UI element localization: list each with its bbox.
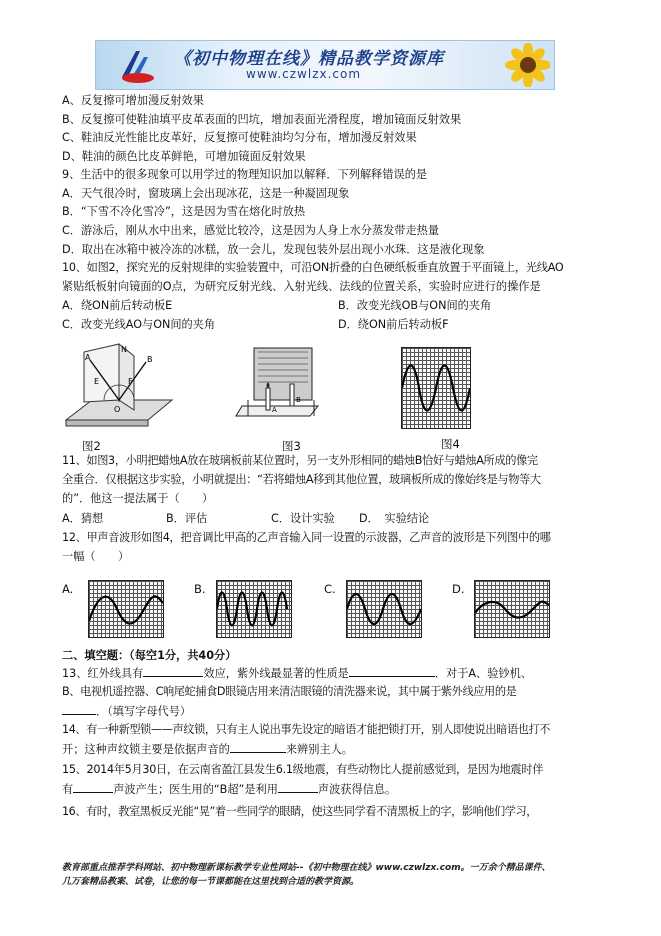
fig2-label-b: B: [147, 355, 153, 364]
q10-option-b: B．改变光线OB与ON间的夹角: [338, 299, 492, 312]
q12-option-d-label: D.: [452, 582, 465, 596]
q14-line1: 14、有一种新型锁——声纹锁，只有主人说出事先设定的暗语才能把锁打开，别人即使说出暗语也打不: [62, 723, 551, 736]
q11-stem-line1: 11、如图3，小明把蜡烛A放在玻璃板前某位置时，另一支外形相同的蜡烛B恰好与蜡烛A所成的像完: [62, 454, 538, 467]
sunflower-icon: [490, 43, 550, 87]
q12-stem-line2: 一幅（ ）: [62, 550, 130, 563]
fig2-label-o: O: [114, 405, 121, 414]
q12-option-b-waveform: [216, 580, 292, 638]
q12-option-b-label: B.: [194, 582, 206, 596]
q12-option-c-waveform: [346, 580, 422, 638]
q13-text-4: ．（填写字母代号）: [96, 705, 192, 718]
q8-option-b: B、反复擦可使鞋油填平皮革表面的凹坑，增加表面光滑程度，增加镜面反射效果: [62, 113, 462, 126]
footer-line-1: 教育部重点推荐学科网站、初中物理新课标教学专业性网站--《初中物理在线》www.czwlzx.com。一万余个精品课件、: [62, 863, 551, 873]
figure-2-caption: 图2: [82, 439, 101, 453]
q15-text-3: 声波获得信息。: [317, 783, 397, 796]
q13-text-3: ．对于A、验钞机、: [434, 667, 532, 680]
banner-title: 《初中物理在线》精品教学资源库: [174, 49, 444, 69]
q11-option-b: B．评估: [166, 512, 208, 525]
q9-option-b: B．“下雪不冷化雪冷”，这是因为雪在熔化时放热: [62, 205, 306, 218]
q10-stem-line2: 紧贴纸板射向镜面的O点，为研究反射光线、入射光线、法线的位置关系，实验时应进行的操作是: [62, 280, 541, 293]
q13-blank-3[interactable]: [62, 703, 96, 715]
fig3-label-a: A: [272, 406, 277, 414]
q13-blank-2[interactable]: [349, 665, 435, 677]
q10-option-a: A．绕ON前后转动板E: [62, 299, 173, 312]
figure-3-caption: 图3: [282, 439, 301, 453]
fig2-label-e: E: [94, 377, 100, 386]
q11-option-d: D． 实验结论: [359, 512, 430, 525]
site-logo-icon: [118, 45, 158, 85]
q15-blank-2[interactable]: [278, 781, 318, 793]
q12-option-d-waveform: [474, 580, 550, 638]
q15-line1: 15、2014年5月30日，在云南省盈江县发生6.1级地震，有些动物比人提前感觉到，是因为地震时伴: [62, 763, 544, 776]
q11-option-c: C．设计实验: [271, 512, 335, 525]
q13-line3: [62, 703, 191, 719]
figure-4-caption: 图4: [441, 437, 460, 451]
q11-stem-line2: 全重合．仅根据这步实验，小明就提出：“若将蜡烛A移到其他位置，玻璃板所成的像始终是与物等大: [62, 473, 541, 486]
q13-line2: B、电视机遥控器、C响尾蛇捕食D眼镜店用来清洁眼镜的清洗器来说，其中属于紫外线应用的是: [62, 685, 517, 698]
q12-option-a-waveform: [88, 580, 164, 638]
q16-line1: 16、有时，教室黑板反光能“晃”着一些同学的眼睛，使这些同学看不清黑板上的字，影响他们学习，: [62, 805, 538, 818]
fig2-label-a: A: [85, 353, 91, 362]
q9-stem: 9、生活中的很多现象可以用学过的物理知识加以解释．下列解释错误的是: [62, 168, 428, 181]
q12-stem-line1: 12、甲声音波形如图4，把音调比甲高的乙声音输入同一设置的示波器，乙声音的波形是下列图中的哪: [62, 531, 551, 544]
q15-line2: [62, 781, 396, 797]
q14-line2: [62, 741, 353, 757]
q11-option-a: A．猜想: [62, 512, 104, 525]
q10-stem-line1: 10、如图2，探究光的反射规律的实验装置中，可沿ON折叠的白色硬纸板垂直放置于平面镜上，光线AO: [62, 261, 564, 274]
q14-blank[interactable]: [230, 741, 286, 753]
q11-stem-line3: 的”．他这一提法属于（ ）: [62, 492, 214, 505]
q9-option-a: A．天气很冷时，窗玻璃上会出现冰花，这是一种凝固现象: [62, 187, 350, 200]
q14-text-2: 来辨别主人。: [285, 743, 353, 756]
section-2-heading: 二、填空题：（每空1分，共40分）: [62, 649, 237, 662]
q10-option-d: D．绕ON前后转动板F: [338, 318, 449, 331]
header-banner: [95, 40, 555, 90]
fig2-label-f: F: [128, 377, 133, 386]
q9-option-c: C．游泳后，刚从水中出来，感觉比较冷，这是因为人身上水分蒸发带走热量: [62, 224, 440, 237]
q8-option-a: A、反复擦可增加漫反射效果: [62, 94, 204, 107]
q12-option-a-label: A.: [62, 582, 74, 596]
q13-line1: [62, 665, 532, 681]
q15-blank-1[interactable]: [73, 781, 113, 793]
q9-option-d: D．取出在冰箱中被冷冻的冰糕，放一会儿，发现包装外层出现小水珠．这是液化现象: [62, 243, 485, 256]
q13-text-2: 效应，紫外线最显著的性质是: [203, 667, 349, 680]
q12-option-c-label: C.: [324, 582, 336, 596]
figure-3-plane-mirror-candles: [234, 344, 324, 424]
fig2-label-n: N: [121, 345, 127, 354]
q15-text-1: 有: [62, 783, 74, 796]
figure-4-oscilloscope: [401, 347, 471, 429]
q13-blank-1[interactable]: [143, 665, 203, 677]
banner-url[interactable]: www.czwlzx.com: [246, 67, 362, 81]
q8-option-c: C、鞋油反光性能比皮革好，反复擦可使鞋油均匀分布，增加漫反射效果: [62, 131, 417, 144]
q14-text-1: 开；这种声纹锁主要是依据声音的: [62, 743, 230, 756]
footer-line-2: 几万套精品教案、试卷，让您的每一节课都能在这里找到合适的教学资源。: [62, 877, 360, 887]
q13-text-1: 13、红外线具有: [62, 667, 144, 680]
q8-option-d: D、鞋油的颜色比皮革鲜艳，可增加镜面反射效果: [62, 150, 306, 163]
q15-text-2: 声波产生；医生用的“B超”是利用: [113, 783, 278, 796]
fig3-label-b: B: [296, 396, 301, 404]
q10-option-c: C．改变光线AO与ON间的夹角: [62, 318, 216, 331]
figure-2-reflection-apparatus: [64, 340, 174, 432]
